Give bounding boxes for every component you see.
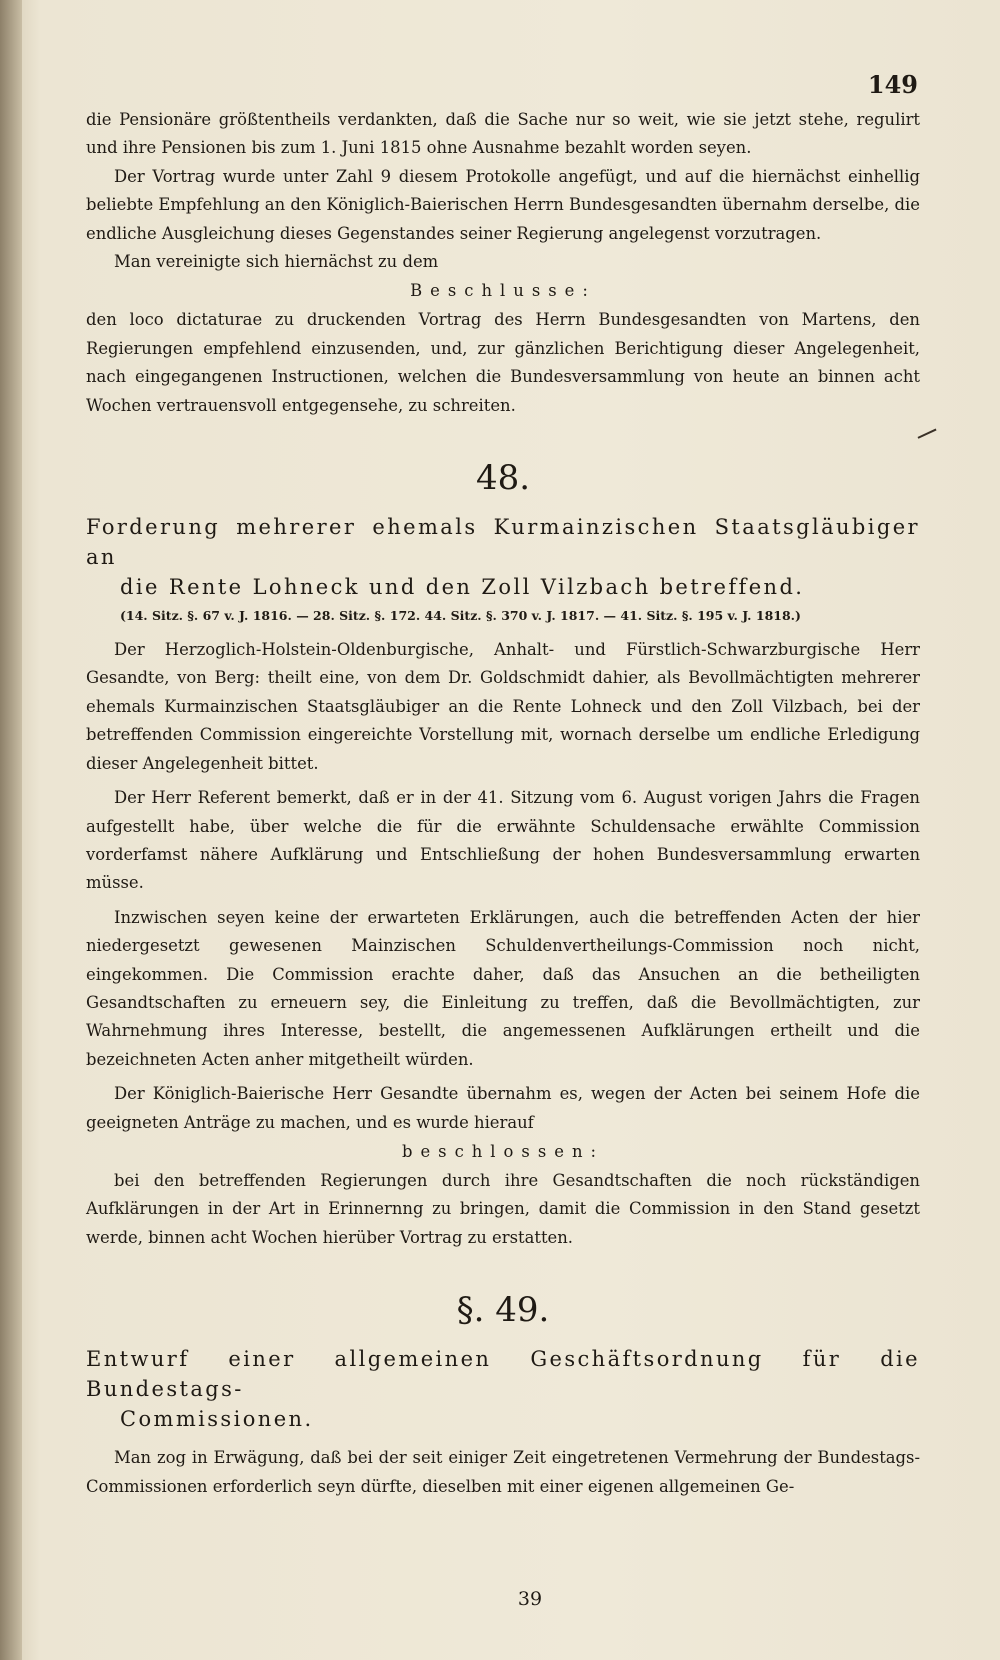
paragraph-continued: die Pensionäre größtentheils verdankten, daß die Sache nur so weit, wie sie jetzt stehe, regulirt und ihre Pensionen bis zum 1. Juni 1815 ohne Ausnahme bezahlt worden seyen. bbox=[86, 110, 920, 158]
section-48-heading-line2: die Rente Lohneck und den Zoll Vilzbach betreffend. bbox=[120, 575, 805, 600]
signature-mark: 39 bbox=[517, 1588, 543, 1610]
paragraph-vereinigte: Man vereinigte sich hiernächst zu dem bbox=[114, 252, 439, 272]
section-48-paragraph-4: Der Königlich-Baierische Herr Gesandte übernahm es, wegen der Acten bei seinem Hofe die geeigneten Anträge zu machen, und es wurde hierauf bbox=[86, 1084, 920, 1132]
section-49-number: §. 49. bbox=[456, 1290, 550, 1331]
section-48-paragraph-2: Der Herr Referent bemerkt, daß er in der 41. Sitzung vom 6. August vorigen Jahrs die Fragen aufgestellt habe, über welche die für die erwähnte Schuldensache erwählte Commission vorderfamst nähere Aufklärung und Entschließung der hohen Bundesversammlung erwarten müsse. bbox=[86, 788, 920, 893]
section-48-references: (14. Sitz. §. 67 v. J. 1816. — 28. Sitz. §. 172. 44. Sitz. §. 370 v. J. 1817. — 41. Sitz. §. 195 v. J. 1818.) bbox=[120, 608, 801, 624]
beschlusse-label: Beschlusse: bbox=[410, 281, 596, 301]
pencil-mark-icon bbox=[918, 429, 943, 452]
section-49-heading-line2: Commissionen. bbox=[120, 1407, 314, 1432]
section-48-heading-line1: Forderung mehrerer ehemals Kurmainzischen Staatsgläubiger an bbox=[86, 515, 920, 570]
page-content bbox=[86, 66, 920, 1501]
book-gutter bbox=[0, 0, 22, 1660]
section-49-heading-line1: Entwurf einer allgemeinen Geschäftsordnung für die Bundestags- bbox=[86, 1347, 920, 1402]
beschlossen-label: beschlossen: bbox=[401, 1141, 605, 1161]
beschlusse-text: den loco dictaturae zu druckenden Vortrag des Herrn Bundesgesandten von Martens, den Regierungen empfehlend einzusenden, und, zur gänzlichen Berichtigung dieser Angelegenheit, nach eingegangenen Instructionen, welchen die Bundesversammlung von heute an binnen acht Wochen vertrauensvoll entgegensehe, zu schreiten. bbox=[86, 310, 920, 415]
beschlossen-text: bei den betreffenden Regierungen durch ihre Gesandtschaften die noch rückständigen Aufklärungen in der Art in Erinnernng zu bringen, damit die Commission in den Stand gesetzt werde, binnen acht Wochen hierüber Vortrag zu erstatten. bbox=[86, 1170, 920, 1247]
section-48-number: 48. bbox=[475, 458, 531, 499]
section-49-paragraph: Man zog in Erwägung, daß bei der seit einiger Zeit eingetretenen Vermehrung der Bundestags-Commissionen erforderlich seyn dürfte, dieselben mit einer eigenen allgemeinen Ge- bbox=[86, 1448, 920, 1496]
section-48-paragraph-3: Inzwischen seyen keine der erwarteten Erklärungen, auch die betreffenden Acten der hier niedergesetzt gewesenen Mainzischen Schuldenvertheilungs-Commission noch nicht, eingekommen. Die Commission erachte daher, daß das Ansuchen an die betheiligten Gesandtschaften zu erneuern sey, die Einleitung zu treffen, daß die Bevollmächtigten, zur Wahrnehmung ihres Interesse, bestellt, die angemessenen Aufklärungen ertheilt und die bezeichneten Acten anher mitgetheilt würden. bbox=[86, 907, 920, 1069]
page-number: 149 bbox=[867, 70, 918, 99]
paragraph-vortrag: Der Vortrag wurde unter Zahl 9 diesem Protokolle angefügt, und auf die hiernächst einhellig beliebte Empfehlung an den Königlich-Baierischen Herrn Bundesgesandten übernahm derselbe, die endliche Ausgleichung dieses Gegenstandes seiner Regierung angelegenst vorzutragen. bbox=[86, 166, 920, 243]
section-48-paragraph-1: Der Herzoglich-Holstein-Oldenburgische, Anhalt- und Fürstlich-Schwarzburgische Herr Gesandte, von Berg: theilt eine, von dem Dr. Goldschmidt dahier, als Bevollmächtigten mehrerer ehemals Kurmainzischen Staatsgläubiger an die Rente Lohneck und den Zoll Vilzbach, bei der betreffenden Commission eingereichte Vorstellung mit, wornach derselbe um endliche Erledigung dieser Angelegenheit bittet. bbox=[86, 640, 920, 773]
